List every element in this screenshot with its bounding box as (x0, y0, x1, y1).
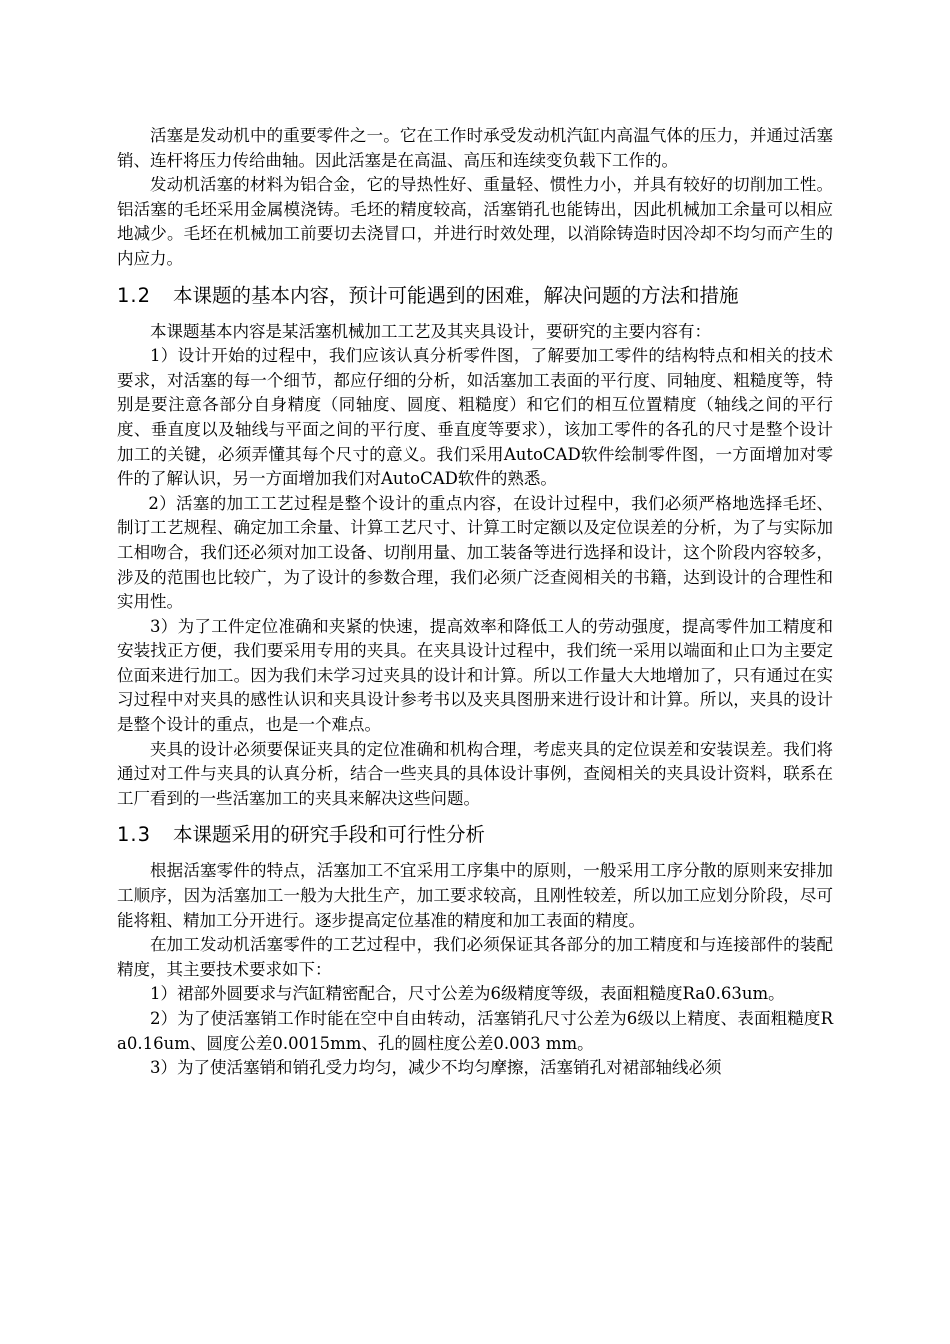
intro-paragraph-1: 活塞是发动机中的重要零件之一。它在工作时承受发动机汽缸内高温气体的压力，并通过活塞销、连杆将压力传给曲轴。因此活塞是在高温、高压和连续变负载下工作的。 (117, 126, 833, 170)
section-1-2-paragraph-5: 夹具的设计必须要保证夹具的定位准确和机构合理，考虑夹具的定位误差和安装误差。我们将通过对工件与夹具的认真分析，结合一些夹具的具体设计事例，查阅相关的夹具设计资料，联系在工厂看到的一些活塞加工的夹具来解决这些问题。 (117, 739, 833, 808)
section-heading-1-3 (117, 821, 833, 849)
section-1-2-item-2: 2）活塞的加工工艺过程是整个设计的重点内容，在设计过程中，我们必须严格地选择毛坯、制订工艺规程、确定加工余量、计算工艺尺寸、计算工时定额以及定位误差的分析，为了与实际加工相吻合，我们还必须对加工设备、切削用量、加工装备等进行选择和设计，这个阶段内容较多，涉及的范围也比较广，为了设计的参数合理，我们必须广泛查阅相关的书籍，达到设计的合理性和实用性。 (117, 493, 833, 612)
section-1-3-paragraph-2: 在加工发动机活塞零件的工艺过程中，我们必须保证其各部分的加工精度和与连接部件的装配精度，其主要技术要求如下： (117, 935, 833, 979)
section-heading-1-2 (117, 282, 833, 310)
section-1-3-item-2: 2）为了使活塞销工作时能在空中自由转动，活塞销孔尺寸公差为6级以上精度、表面粗糙度Ra0.16um、圆度公差0.0015mm、孔的圆柱度公差0.003 mm。 (117, 1009, 833, 1053)
section-1-2-item-3: 3）为了工件定位准确和夹紧的快速，提高效率和降低工人的劳动强度，提高零件加工精度和安装找正方便，我们要采用专用的夹具。在夹具设计过程中，我们统一采用以端面和止口为主要定位面来进行加工。因为我们未学习过夹具的设计和计算。所以工作量大大地增加了，只有通过在实习过程中对夹具的感性认识和夹具设计参考书以及夹具图册来进行设计和计算。所以，夹具的设计是整个设计的重点，也是一个难点。 (117, 616, 833, 735)
section-1-2-paragraph-1: 本课题基本内容是某活塞机械加工工艺及其夹具设计，要研究的主要内容有： (150, 321, 711, 341)
section-title: 本课题采用的研究手段和可行性分析 (173, 823, 486, 847)
section-1-3-item-3: 3）为了使活塞销和销孔受力均匀，减少不均匀摩擦，活塞销孔对裙部轴线必须 (150, 1058, 722, 1078)
intro-paragraph-2: 发动机活塞的材料为铝合金，它的导热性好、重量轻、惯性力小，并具有较好的切削加工性。铝活塞的毛坯采用金属模浇铸。毛坯的精度较高，活塞销孔也能铸出，因此机械加工余量可以相应地减少。毛坯在机械加工前要切去浇冒口，并进行时效处理，以消除铸造时因冷却不均匀而产生的内应力。 (117, 175, 833, 268)
section-number: 1.3 (117, 823, 152, 847)
section-1-3-item-1: 1）裙部外圆要求与汽缸精密配合，尺寸公差为6级精度等级，表面粗糙度Ra0.63um。 (150, 984, 785, 1004)
section-title: 本课题的基本内容，预计可能遇到的困难，解决问题的方法和措施 (173, 283, 739, 307)
section-number: 1.2 (117, 283, 152, 307)
page-body (117, 124, 833, 1081)
section-1-3-paragraph-1: 根据活塞零件的特点，活塞加工不宜采用工序集中的原则，一般采用工序分散的原则来安排加工顺序，因为活塞加工一般为大批生产，加工要求较高，且刚性较差，所以加工应划分阶段，尽可能将粗、精加工分开进行。逐步提高定位基准的精度和加工表面的精度。 (117, 861, 833, 930)
section-1-2-item-1: 1）设计开始的过程中，我们应该认真分析零件图，了解要加工零件的结构特点和相关的技术要求，对活塞的每一个细节，都应仔细的分析，如活塞加工表面的平行度、同轴度、粗糙度等，特别是要注意各部分自身精度（同轴度、圆度、粗糙度）和它们的相互位置精度（轴线之间的平行度、垂直度以及轴线与平面之间的平行度、垂直度等要求），该加工零件的各孔的尺寸是整个设计加工的关键，必须弄懂其每个尺寸的意义。我们采用AutoCAD软件绘制零件图，一方面增加对零件的了解认识，另一方面增加我们对AutoCAD软件的熟悉。 (117, 346, 833, 489)
